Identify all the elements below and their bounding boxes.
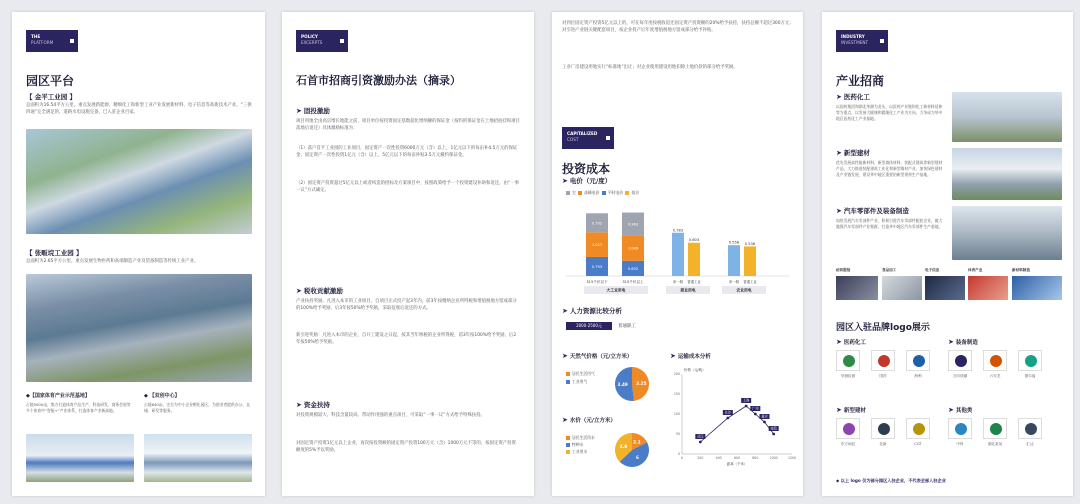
fixed-investment-intro: 项目用地全由高宗增长地能之前，项目单位按投资固定基数超化增纳额的保证金（按约的保证金在土地招拍挂和项目落地后退还）具体激励标准为：: [296, 119, 520, 131]
water-pie-chart: [614, 432, 650, 468]
thumb-label: 体育产业: [968, 268, 983, 272]
legend-label: 工业用水: [572, 449, 588, 454]
section-tag: [296, 30, 348, 52]
pie-value-label: 6: [635, 455, 639, 461]
legend-label: 特种水: [572, 442, 584, 447]
park-name-zhangfan: 【 张畈垸工业园 】: [26, 249, 83, 257]
section-title: 税收贡献激励: [303, 287, 343, 295]
thumb-label: 电子信息: [925, 268, 940, 272]
section-title: 汽车零部件及装备制造: [843, 207, 909, 215]
x-tick-label: 200: [697, 456, 704, 460]
brand-logo: [983, 418, 1007, 439]
x-tick-label: 0: [680, 456, 684, 460]
tag-line2: EXCERPTS: [301, 39, 323, 45]
tag-line1: CAPITALIZED: [567, 131, 598, 136]
legend-label: 平时电价: [607, 190, 624, 195]
double-arrow-icon: ➤: [948, 406, 954, 414]
park-desc-zhangfan: 总面积为2.65平方公里。重点发展生物医药和高端制造产业及装备制造等传统工业产业。: [26, 259, 199, 264]
industry-materials-desc: 优先发展高性能新材料、新型墙体材料、装配式建筑等新型建材产品，大力推进装配建筑工业化和新型墙材产业，加快绿色建材及产业链发展，建设华中地区重要的新型建材生产基地。: [836, 160, 943, 177]
bar-value-label: 0.603: [688, 238, 700, 243]
legend-label: 低谷: [631, 190, 640, 195]
thumb-label: 纺织服装: [836, 268, 851, 272]
x-axis-label: 距离（千米）: [726, 462, 748, 466]
page-title: 石首市招商引资激励办法（摘录）: [296, 74, 461, 87]
section-title: 医药化工: [843, 93, 870, 101]
chart-title: 电价（元/度）: [569, 177, 612, 185]
bar: [672, 233, 684, 276]
logo-footnote: ◆ 以上 logo 仅为部分园区入驻企业，不代表全部入驻企业: [836, 478, 946, 483]
page-policy: [282, 12, 534, 496]
tag-square-icon: [70, 39, 74, 43]
data-point: [754, 413, 757, 416]
tax-rule2: 新引进奖励：凡进入本市的企业，自开工建设之日起，按其当年纳税的企业所得税，前3年按100%给予奖励，后2年按50%给予奖励。: [296, 333, 517, 345]
industry-pharma-desc: 以国药集团和湖北华测为龙头，以医药产业链和化工新材料延伸等为重点，以发展大健康和精细化工产业为方向，力争成为华中地区医药化工产业基地。: [836, 104, 943, 121]
section-tag: [836, 30, 888, 52]
fixed-investment-rule2: （2）固定资产投资超过5亿元以上或者构造的招标及方案项目中，按照政策给予一个投资建设补助和返还，由“一事一议”方式确定。: [296, 181, 520, 193]
y-tick-label: 50: [675, 432, 680, 436]
section-title: 运输成本分析: [677, 354, 711, 360]
brand-logo: [983, 350, 1007, 371]
data-point: [726, 417, 729, 420]
brand-logo: [836, 350, 860, 371]
double-arrow-icon: ➤: [562, 177, 568, 185]
page-title: 产业招商: [836, 74, 885, 88]
thumb-label: 新材料制造: [1012, 268, 1030, 272]
tag-line1: THE: [31, 34, 41, 39]
data-point: [763, 421, 766, 424]
tick-label: 315千伏以下: [586, 280, 608, 284]
data-point: [745, 405, 748, 408]
sports-thumb: [968, 276, 1008, 300]
group-label: 农业用电: [736, 287, 752, 293]
bar-value-label: 0.793: [591, 264, 603, 269]
water-legend: [566, 434, 595, 455]
section-fixed-investment: [296, 106, 330, 115]
water-title: [562, 416, 616, 424]
point-label: 长沙: [724, 410, 732, 415]
x-tick-label: 1200: [787, 456, 796, 460]
bar-value-label: 0.558: [728, 240, 740, 245]
gas-legend: [566, 370, 595, 386]
gas-pie-chart: [614, 366, 650, 402]
materials-photo: [952, 148, 1062, 200]
legend-swatch: [566, 450, 570, 454]
double-arrow-icon: ➤: [562, 352, 568, 360]
bar-value-label: 0.792: [591, 221, 603, 226]
zhangfan-park-photo: [26, 274, 252, 382]
electricity-title: [562, 176, 611, 185]
tag-line1: POLICY: [301, 34, 318, 39]
page-industry-investment: [822, 12, 1073, 496]
brand-mark-icon: [843, 423, 855, 435]
section-tax: [296, 286, 343, 295]
point-label: 南昌: [770, 426, 777, 431]
y-tick-label: 100: [673, 412, 680, 416]
brand-mark-icon: [913, 355, 925, 367]
jinping-park-photo: [26, 129, 252, 234]
brand-logo-caption: CGT: [914, 442, 922, 446]
legend-swatch: [566, 436, 570, 440]
data-point: [699, 441, 702, 444]
sports-base-title: ◆【国家体育产业示范基地】: [26, 393, 90, 399]
tax-rule1: 产业扶持奖励。凡进入本市的工业项目，自项目正式投产起3年内，前3年按缴纳企业所得税和增值税地方留成部分的100%给予奖励，后3年按50%给予奖励，采取征收后返还的方式。: [296, 299, 517, 311]
double-arrow-icon: ➤: [296, 107, 302, 115]
legend-label: 工业用气: [572, 379, 588, 384]
page-title: 投资成本: [562, 162, 611, 176]
section-funding: [296, 400, 330, 409]
double-arrow-icon: ➤: [836, 149, 842, 157]
tag-line2: PLATFORM: [31, 39, 54, 45]
data-point: [772, 433, 775, 436]
brand-mark-icon: [878, 355, 890, 367]
bar-value-label: 0.536: [744, 241, 756, 246]
bar-value-label: 1.049: [627, 246, 639, 251]
section-title: 固投激励: [303, 107, 330, 115]
pie-value-label: 4.9: [619, 443, 628, 449]
tag-line2: INVESTMENT: [841, 39, 869, 45]
brand-logo-caption: 德尔福: [1024, 374, 1036, 378]
tag-line1: INDUSTRY: [841, 34, 865, 39]
tag-line2: COST: [567, 136, 579, 142]
innovation-center-photo: [144, 434, 252, 482]
hr-salary-label: 普通职工: [618, 324, 636, 329]
y-tick-label: 0: [677, 452, 680, 456]
hr-salary-badge: 2000-2500元: [566, 322, 612, 330]
logo-group-title: [836, 406, 866, 414]
legend-swatch: [566, 191, 570, 195]
legend-swatch: [602, 191, 606, 195]
tick-label: 315千伏以上: [622, 280, 644, 284]
double-arrow-icon: ➤: [562, 307, 568, 315]
food-thumb: [882, 276, 922, 300]
brand-mark-icon: [990, 355, 1002, 367]
innovation-center-desc: 占地640亩，定位为中小企业孵化园区，为创业者提供办公、仓储、研发等服务。: [144, 402, 250, 413]
hr-title: [562, 306, 622, 315]
electricity-legend: [566, 190, 639, 196]
legend-swatch: [566, 380, 570, 384]
pie-value-label: 3.25: [636, 380, 647, 386]
legend-label: 居民生活用气: [572, 371, 595, 376]
tick-label: 普通工业: [687, 280, 701, 284]
brand-mark-icon: [990, 423, 1002, 435]
thumb-label: 食品加工: [882, 268, 897, 272]
bar-value-label: 0.963: [627, 222, 639, 227]
brand-logo: [906, 418, 930, 439]
page-title: 园区平台: [26, 74, 75, 88]
double-arrow-icon: ➤: [836, 338, 842, 346]
group-label: 商业用电: [680, 287, 696, 293]
x-tick-label: 600: [733, 456, 741, 460]
y-tick-label: 200: [673, 372, 680, 376]
section-title: 人力资源比较分析: [569, 307, 622, 315]
innovation-center-title: ◆ 【双创中心】: [144, 393, 180, 399]
logo-group-title: [836, 338, 866, 346]
tick-label: 普通工业: [743, 280, 757, 284]
brand-logo: [836, 418, 860, 439]
bar-value-label: 0.632: [627, 266, 639, 271]
electronics-thumb: [925, 276, 965, 300]
industry-materials-title: [836, 148, 870, 157]
sports-base-desc: 占地5000亩，集方打造体育产品生产、科技研发、商务会展等多个体育中“智能+”产业体系，打造体育产业新高地。: [26, 402, 131, 413]
x-tick-label: 800: [752, 456, 759, 460]
bar: [744, 246, 756, 276]
double-arrow-icon: ➤: [296, 287, 302, 295]
industry-pharma-title: [836, 92, 870, 101]
industry-auto-desc: 加快发展汽车零部件产业，积极引进汽车零部件配套企业，做大做强汽车零部件产业集群，打造华中地区汽车零部件生产基地。: [836, 218, 943, 229]
transport-line-chart: [668, 364, 796, 470]
brand-logo-caption: 中科: [956, 442, 964, 446]
bar: [688, 243, 700, 276]
industry-auto-title: [836, 206, 909, 215]
logo-group-title: [948, 338, 978, 346]
brand-mark-icon: [878, 423, 890, 435]
brand-logo-caption: 万向钱潮: [952, 374, 968, 378]
tag-square-icon: [340, 39, 344, 43]
point-label: 重庆: [761, 414, 768, 419]
continued-policy-text: 对到位固定资产投资5亿元以上的，可在每年度按税收返还固定资产投资额的20%给予扶持，扶持总额不超过300万元；对引进产业链关键配套项目，按企业投产后年度增值税地方留成部分给予补贴。: [562, 21, 794, 33]
brand-logo: [906, 350, 930, 371]
park-name-jinping: 【 金平工业园 】: [26, 93, 77, 101]
section-title: 新型建材: [843, 149, 870, 157]
logo-group-label: 装备制造: [955, 340, 978, 346]
legend-swatch: [578, 191, 582, 195]
tag-square-icon: [606, 136, 610, 140]
brand-logo-caption: 北新: [879, 442, 887, 446]
fixed-investment-rule1: （1）落户首平工业园的工业项目，固定资产一次性投资6000万元（含）以上，1亿元以下的每亩补4.5万元的保证金；固定资产一次性投资1亿元（含）以上，5亿元以下的每亩补贴3.5万元履约保证金。: [296, 146, 518, 158]
group-label: 大工业用电: [606, 287, 626, 293]
pharma-photo: [952, 92, 1062, 142]
gas-title: [562, 352, 632, 360]
double-arrow-icon: ➤: [836, 406, 842, 414]
tag-square-icon: [880, 39, 884, 43]
textile-thumb: [836, 276, 878, 300]
section-title: 水价（元/立方米）: [569, 418, 616, 424]
x-tick-label: 1000: [769, 456, 778, 460]
legend-swatch: [625, 191, 629, 195]
double-arrow-icon: ➤: [562, 416, 568, 424]
x-tick-label: 400: [715, 456, 722, 460]
page-park-platform: [12, 12, 265, 496]
sports-base-photo: [26, 434, 134, 482]
transport-title: [670, 352, 711, 360]
continued-policy-text2: 工业厂房建设用地实行“标准地”出让；对企业使用建设用地扣除土地价款的部分给予奖励。: [562, 65, 738, 70]
section-tag: [562, 127, 614, 149]
double-arrow-icon: ➤: [670, 352, 676, 360]
brand-mark-icon: [913, 423, 925, 435]
legend-swatch: [566, 372, 570, 376]
double-arrow-icon: ➤: [296, 401, 302, 409]
point-label: 广州: [752, 406, 759, 411]
brand-logo-caption: 海利: [914, 374, 922, 378]
park-desc-jinping: 总面积为16.54平方公里。重点发展新能源、精细化工和新型工业产业发展新材料、电子信息等高新技术产业。“三供四通”完全满足的，道路水电设施完备，已入驻企业百家。: [26, 103, 252, 115]
brand-logo-caption: 东方雨虹: [840, 442, 856, 446]
funding-rule2: 对固定资产投资1亿元以上企业，再次按投资额的固定资产投资100万元（含）1000万元不等的，按固定资产投资额度的5%予以奖励。: [296, 441, 516, 453]
point-label: 上海: [742, 398, 750, 403]
auto-photo: [952, 206, 1062, 260]
brand-logo-caption: 华测检测: [840, 374, 856, 378]
legend-label: 尖: [572, 190, 576, 195]
double-arrow-icon: ➤: [836, 207, 842, 215]
electricity-chart: [562, 198, 794, 298]
logo-group-label: 医药化工: [843, 340, 866, 346]
double-arrow-icon: ➤: [948, 338, 954, 346]
brand-mark-icon: [1025, 355, 1037, 367]
pie-value-label: 2.3: [633, 439, 641, 445]
brand-logo: [871, 418, 895, 439]
brand-logo-caption: 湖北某某: [987, 442, 1003, 446]
y-tick-label: 150: [673, 392, 680, 396]
bar-value-label: 0.783: [672, 228, 684, 233]
logo-group-label: 新型建材: [843, 408, 866, 414]
double-arrow-icon: ➤: [836, 93, 842, 101]
brand-mark-icon: [843, 355, 855, 367]
section-title: 天然气价格（元/立方米）: [569, 354, 633, 360]
logo-group-title: [948, 406, 972, 414]
brand-mark-icon: [955, 423, 967, 435]
funding-rule1: 对投资规模较大、科技含量较高、带动作用强的重点项目，可采取“一事一议”方式给予特殊扶持。: [296, 413, 485, 418]
pie-value-label: 3.49: [617, 382, 628, 388]
brand-logo: [871, 350, 895, 371]
series-line: [700, 406, 773, 442]
legend-swatch: [566, 443, 570, 447]
brand-logo-caption: 汇达: [1026, 442, 1034, 446]
tick-label: 单一制: [672, 280, 684, 284]
logo-section-title: 园区入驻品牌logo展示: [836, 323, 930, 333]
newmaterial-thumb: [1012, 276, 1062, 300]
brand-logo: [1018, 350, 1042, 371]
section-title: 资金扶持: [303, 401, 330, 409]
brand-mark-icon: [955, 355, 967, 367]
tick-label: 单一制: [728, 280, 740, 284]
point-label: 武汉: [697, 434, 704, 439]
bar-value-label: 1.027: [591, 243, 603, 248]
logo-group-label: 其他类: [955, 408, 973, 414]
brand-logo-caption: 六安龙: [989, 374, 1001, 378]
brand-logo-caption: 国药: [879, 374, 887, 378]
legend-label: 高峰电价: [584, 190, 600, 195]
section-tag: [26, 30, 78, 52]
brand-logo: [1018, 418, 1042, 439]
brand-logo: [948, 418, 972, 439]
page-investment-cost: [552, 12, 803, 496]
bar: [728, 245, 740, 276]
brand-logo: [948, 350, 972, 371]
legend-label: 居民生活用水: [572, 435, 595, 440]
y-axis-label: 价格（元/吨）: [684, 368, 706, 372]
brand-mark-icon: [1025, 423, 1037, 435]
